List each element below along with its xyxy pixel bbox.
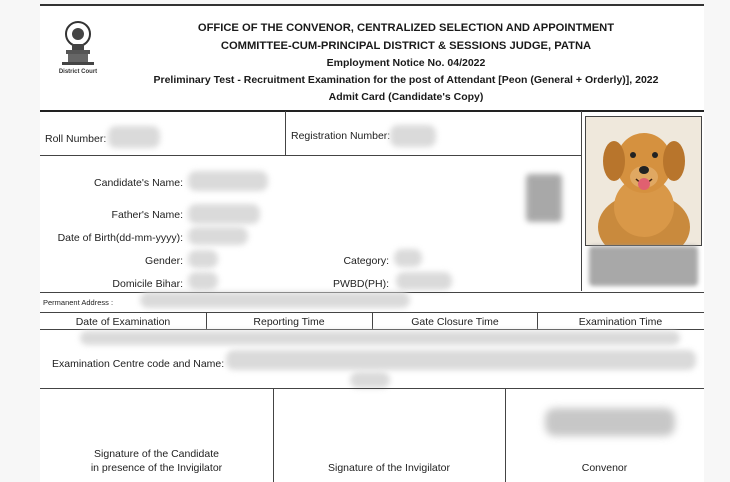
redacted-pwbd [396,272,452,290]
admit-card [40,4,704,482]
domicile-label: Domicile Bihar: [112,278,183,290]
candidate-signature-line-1: Signature of the Candidate [94,448,219,460]
dog-photo-icon [586,117,701,245]
gender-label: Gender: [145,255,183,267]
redacted-gender [188,250,218,268]
emblem-caption: District Court [58,69,98,75]
convenor-signature-label: Convenor [581,462,628,474]
gate-closure-header: Gate Closure Time [411,316,499,328]
redacted-permanent-address [140,292,410,308]
father-name-label: Father's Name: [111,209,183,221]
redacted-domicile [188,272,218,290]
category-label: Category: [343,255,389,267]
candidate-photo [585,116,702,246]
divider [40,155,582,156]
candidate-signature-line-2: in presence of the Invigilator [90,462,223,474]
redacted-exam-centre [226,350,696,370]
divider [40,329,704,330]
redacted-father-name [188,204,260,224]
candidate-name-label: Candidate's Name: [94,177,183,189]
reporting-time-header: Reporting Time [253,316,325,328]
exam-time-header: Examination Time [578,316,663,328]
redacted-exam-schedule [80,331,680,345]
divider [285,111,286,155]
pwbd-label: PWBD(PH): [333,278,389,290]
redacted-registration-number [390,125,436,147]
invigilator-signature-label: Signature of the Invigilator [328,462,450,474]
divider [581,111,582,291]
permanent-address-label: Permanent Address : [43,298,114,307]
exam-date-header: Date of Examination [75,316,171,328]
redacted-dob [188,227,248,245]
header-line-1: OFFICE OF THE CONVENOR, CENTRALIZED SELECTION AND APPOINTMENT [197,22,615,34]
header-line-5: Admit Card (Candidate's Copy) [328,91,484,103]
redacted-signature-thumb [526,174,562,222]
redacted-convenor-signature [545,408,675,436]
redacted-category [394,249,422,267]
roll-number-label: Roll Number: [45,133,107,145]
redacted-exam-centre-code [350,372,390,388]
header-line-4: Preliminary Test - Recruitment Examination for the post of Attendant [Peon (General + Orderly)], 2022 [153,74,659,86]
dob-label: Date of Birth(dd-mm-yyyy): [57,232,183,244]
redacted-candidate-name [188,171,268,191]
header-line-3: Employment Notice No. 04/2022 [326,57,486,69]
divider [40,110,704,112]
redacted-photo-caption [589,246,698,286]
exam-centre-label: Examination Centre code and Name: [52,358,225,370]
registration-number-label: Registration Number: [291,130,391,142]
divider [40,388,704,389]
redacted-roll-number [108,126,160,148]
header-line-2: COMMITTEE-CUM-PRINCIPAL DISTRICT & SESSIONS JUDGE, PATNA [220,40,592,52]
